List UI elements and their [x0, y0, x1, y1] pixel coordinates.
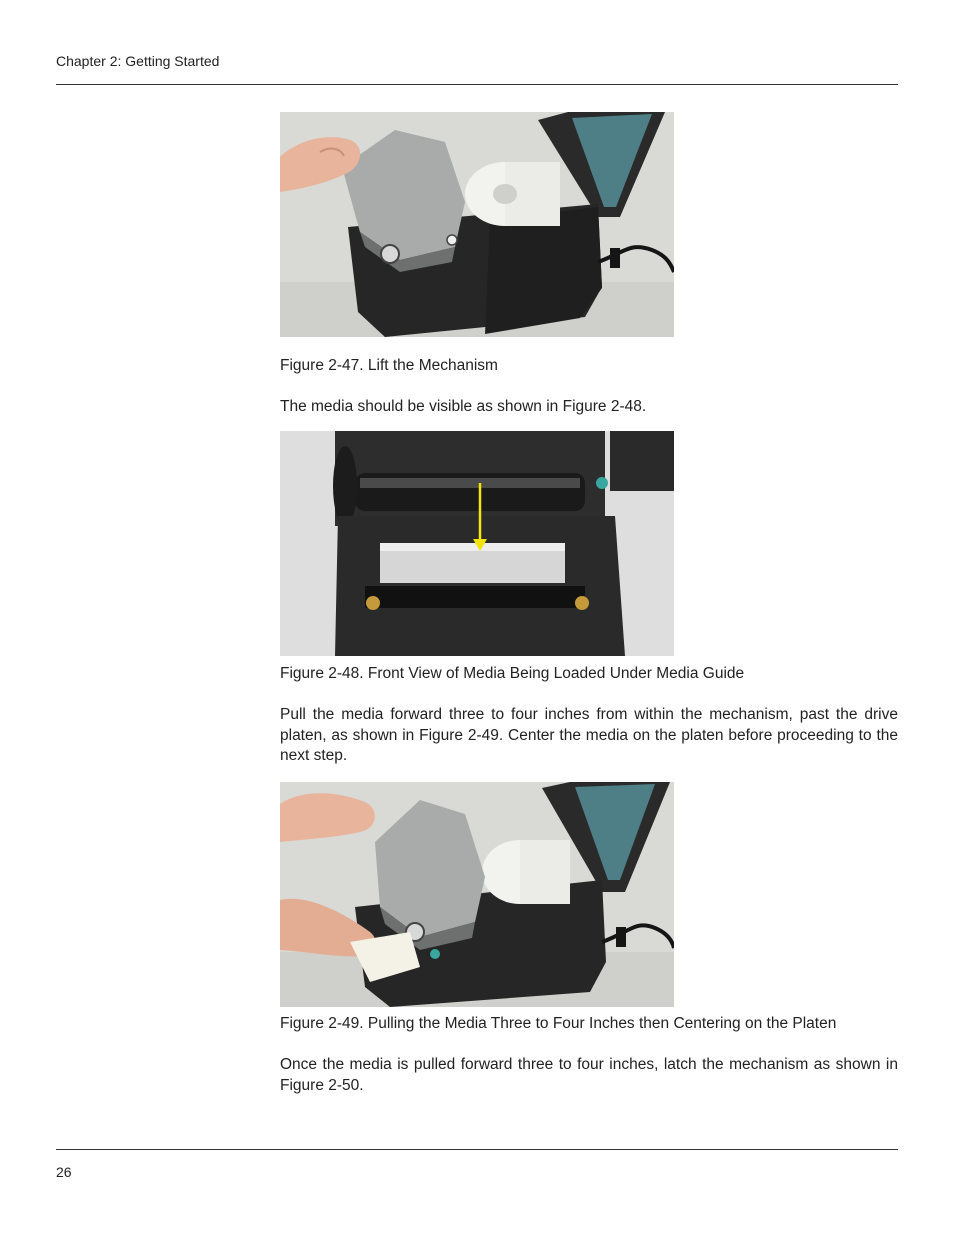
- header-rule: [56, 84, 898, 85]
- figure-2-47-photo: [280, 112, 674, 337]
- paragraph-2: Pull the media forward three to four inches from within the mechanism, past the drive platen, as shown in Figure 2-49. Center the media on the platen before proceeding to the next step.: [280, 706, 898, 765]
- figure-2-47-caption: Figure 2-47. Lift the Mechanism: [280, 357, 498, 374]
- page-number: 26: [56, 1164, 72, 1180]
- figure-2-49-photo: [280, 782, 674, 1007]
- figure-2-49-caption: Figure 2-49. Pulling the Media Three to Four Inches then Centering on the Platen: [280, 1015, 837, 1032]
- running-header: Chapter 2: Getting Started: [56, 53, 220, 69]
- figure-2-48-caption: Figure 2-48. Front View of Media Being Loaded Under Media Guide: [280, 665, 745, 682]
- figure-2-48-photo: [280, 431, 674, 656]
- paragraph-3: Once the media is pulled forward three to four inches, latch the mechanism as shown in Figure 2-50.: [280, 1056, 898, 1094]
- footer-rule: [56, 1149, 898, 1150]
- paragraph-1: The media should be visible as shown in Figure 2-48.: [280, 398, 647, 415]
